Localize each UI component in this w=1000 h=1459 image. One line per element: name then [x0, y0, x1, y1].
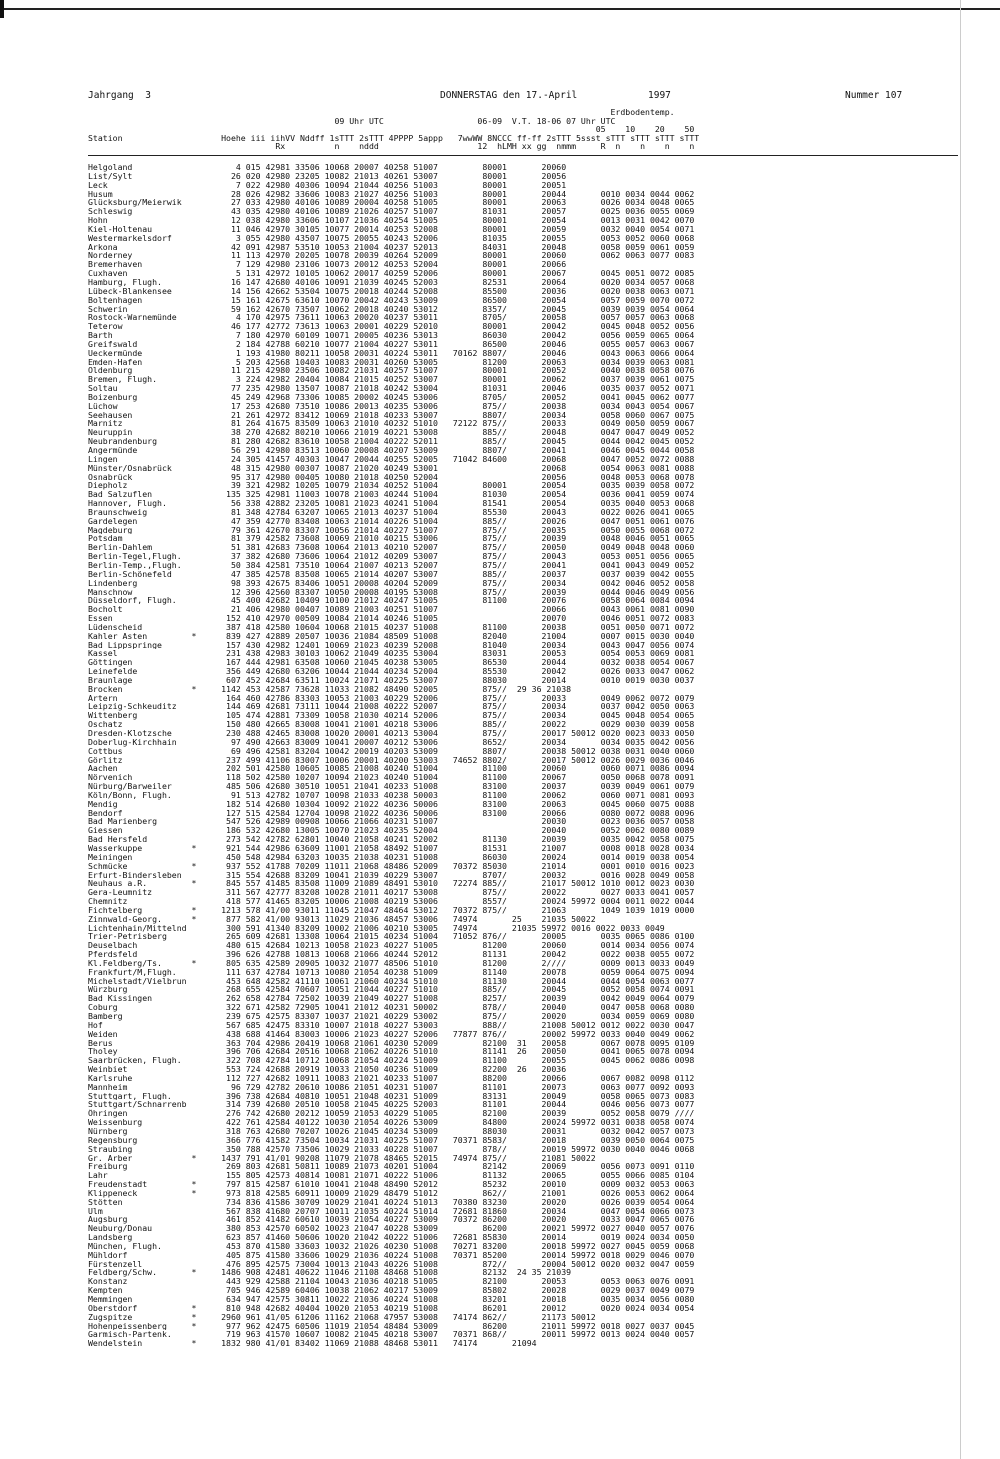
table-row: Berlin-Tegel,Flugh. 37 382 42680 73606 10064 21012 40209 53007 875// 20043 0053 0051 0056 0065: [88, 552, 695, 561]
table-row: Würzburg 268 655 42584 70607 10051 21044 40227 51010 885// 20045 0052 0058 0074 0091: [88, 985, 695, 995]
column-header-line: 09 Uhr UTC 06-09 V.T. 18-06 07 Uhr UTC: [88, 115, 616, 126]
table-row: Regensburg 366 776 41582 73504 10034 21031 40225 51007 70371 8583/ 20018 0039 0050 0064 0075: [88, 1135, 695, 1145]
table-row: Seehausen 21 261 42972 83412 10069 21018 40233 53007 8807/ 20034 0058 0060 0067 0075: [88, 410, 695, 420]
table-row: Giessen 186 532 42680 13005 10070 21023 40235 52004 20040 0052 0062 0080 0089: [88, 826, 695, 836]
table-row: Leck 7 022 42980 40306 10094 21044 40256 51003 80001 20051: [88, 180, 567, 190]
table-row: Klippeneck * 973 818 42585 60911 10009 21029 48479 51012 862// 21001 0026 0053 0062 0064: [88, 1188, 695, 1198]
table-row: Zugspitze * 2960 961 41/05 61206 11162 21068 47957 53008 74174 862// 21173 50012: [88, 1312, 596, 1322]
table-row: Stuttgart, Flugh. 396 738 42684 40810 10051 21048 40231 51009 83131 20049 0058 0065 0073 0083: [88, 1091, 695, 1101]
table-row: Braunlage 607 452 42684 63511 10024 21071 40225 53007 88030 20014 0010 0019 0030 0037: [88, 675, 695, 685]
header-rule: [88, 155, 958, 156]
table-row: Ueckermünde 1 193 41980 80211 10058 20031 40224 53011 70162 8807/ 20046 0043 0063 0066 0064: [88, 348, 695, 358]
table-row: Lingen 24 305 41457 40303 10047 20044 40255 52005 71042 84600 20068 0047 0052 0072 0088: [88, 454, 695, 464]
table-row: Emden-Hafen 5 203 42568 10403 10083 20031 40260 53005 81200 20063 0034 0039 0063 0081: [88, 357, 695, 367]
table-row: Hof 567 685 42475 83310 10007 21018 40227 53003 888// 21008 50012 0012 0022 0030 0047: [88, 1020, 695, 1030]
table-row: Rostock-Warnemünde 4 170 42975 73611 10063 20020 40237 53011 8705/ 20058 0057 0057 0063 0068: [88, 313, 695, 323]
table-row: Oberstdorf * 810 948 42682 40404 10020 21053 40219 51008 86201 20012 0020 0024 0034 0054: [88, 1303, 695, 1313]
table-row: Weinbiet 553 724 42688 20919 10033 21050 40236 51009 82200 26 20036: [88, 1065, 567, 1074]
table-row: Saarbrücken, Flugh. 322 708 42784 10712 10068 21054 40224 51009 81100 20055 0045 0062 0086 0098: [88, 1056, 695, 1066]
table-row: Dresden-Klotzsche 230 488 42465 83008 10020 20001 40213 53004 875// 20017 50012 0020 0023 0033 0050: [88, 729, 695, 738]
table-row: Hannover, Flugh. 56 338 42882 23205 10081 21023 40241 51004 81541 20054 0035 0040 0053 0068: [88, 499, 695, 508]
table-row: Neuhaus a.R. * 845 557 41485 83508 11009 21089 48491 53010 72274 885// 21017 50012 1010 0012 0023 0030: [88, 879, 695, 889]
table-row: Meiningen 450 548 42984 63203 10035 21038 40231 51008 86030 20024 0014 0019 0038 0054: [88, 852, 695, 862]
table-row: Angermünde 56 291 42980 83513 10060 20008 40207 53009 8807/ 20041 0046 0045 0044 0058: [88, 446, 695, 455]
table-row: Weiden 438 688 41464 83003 10006 21023 40227 52006 77877 876// 20002 59972 0033 0040 0049 0062: [88, 1029, 695, 1039]
table-row: Nörvenich 118 502 42580 10207 10094 21023 40240 51004 81100 20067 0050 0068 0078 0091: [88, 773, 695, 783]
table-row: Oschatz 150 480 42665 83008 10041 21001 40218 53006 885// 20022 0029 0030 0039 0058: [88, 720, 695, 729]
table-row: Mühldorf 405 875 41580 33606 10029 21036 40224 51008 70371 85200 20014 59972 0018 0029 0046 0070: [88, 1250, 695, 1260]
table-row: Marnitz 81 264 41675 83509 10063 21010 40232 51010 72122 875// 20033 0049 0050 0059 0067: [88, 419, 695, 429]
table-row: Ulm 567 838 41680 20707 10011 21035 40224 51014 72681 81860 20034 0047 0054 0066 0073: [88, 1206, 695, 1216]
table-row: Neuruppin 38 270 42682 80210 10066 21019 40221 53008 885// 20048 0047 0047 0049 0052: [88, 428, 695, 438]
table-row: Cuxhaven 5 131 42972 10105 10062 20017 40259 52006 80001 20067 0045 0051 0072 0085: [88, 269, 695, 278]
table-row: Stötten 734 836 41586 30709 10029 21041 40224 51013 70380 83230 20020 0026 0039 0054 0064: [88, 1197, 695, 1207]
table-row: Berus 363 704 42986 20419 10068 21061 40230 52009 82100 31 20058 0067 0078 0095 0109: [88, 1038, 695, 1048]
table-row: Soltau 77 235 42980 13507 10087 21018 40242 53004 81031 20046 0035 0037 0052 0071: [88, 384, 695, 393]
table-row: Weissenburg 422 761 42584 40122 10030 21054 40226 53009 84800 20024 59972 0031 0038 0058 0074: [88, 1118, 695, 1127]
table-row: Leipzig-Schkeuditz 144 469 42681 73111 10044 21008 40222 52007 875// 20034 0037 0042 0050 0063: [88, 702, 695, 712]
column-headers: [88, 108, 958, 151]
table-row: Gardelegen 47 359 42770 83408 10063 21014 40226 51004 885// 20026 0047 0051 0061 0076: [88, 516, 695, 526]
column-header-line: Station Hoehe iii iihVV Nddff 1sTTT 2sTTT 4PPPP 5appp 7wwWW 8NCCC ff-ff 2sTTT 5ssst sTTT sTTT sTTT sTTT: [88, 132, 700, 143]
table-row: Lübeck-Blankensee 14 156 42662 53504 10075 20018 40244 52008 85500 20036 0020 0038 0063 0071: [88, 286, 695, 296]
table-row: Kiel-Holtenau 11 046 42970 30105 10077 20014 40253 52008 80001 20059 0032 0040 0054 0071: [88, 224, 695, 234]
table-row: Freudenstadt * 797 815 42587 61010 10041 21048 48490 52012 85232 20010 0009 0032 0053 0063: [88, 1180, 695, 1189]
table-row: Chemnitz 418 577 41465 83205 10006 21008 40219 53006 8557/ 20024 59972 0004 0011 0022 0044: [88, 897, 695, 906]
table-row: Görlitz 237 499 41106 83007 10006 20001 40200 53003 74652 8802/ 20017 50012 0026 0029 0036 0046: [88, 755, 695, 765]
table-row: Norderney 11 113 42970 20205 10078 20039 40264 52009 80001 20060 0062 0063 0077 0083: [88, 251, 695, 261]
table-row: Bad Marienberg 547 526 42989 00908 10066 21066 40231 51007 20030 0023 0036 0057 0058: [88, 817, 695, 827]
table-row: Augsburg 461 852 41482 60610 10039 21054 40227 53009 70372 86200 20020 0033 0047 0065 0076: [88, 1215, 695, 1225]
table-row: Fichtelberg * 1213 578 41/00 93011 11045 21047 48464 53012 70372 875// 21063 1049 1039 1019 0000: [88, 905, 695, 915]
table-row: Cottbus 69 496 42581 83204 10042 20019 40203 53009 8807/ 20038 50012 0038 0031 0040 0060: [88, 746, 695, 756]
table-row: Boltenhagen 15 161 42675 63610 10070 20042 40243 53009 86500 20054 0057 0059 0070 0072: [88, 295, 695, 305]
table-row: Helgoland 4 015 42981 33506 10068 20007 40258 51007 80001 20060: [88, 163, 567, 172]
table-row: Zinnwald-Georg. * 877 582 41/00 93013 11029 21036 48457 53006 74974 25 21035 50022: [88, 914, 596, 924]
table-row: Teterow 46 177 42772 73613 10063 20001 40229 52010 80001 20042 0045 0048 0052 0056: [88, 322, 695, 332]
table-row: Schmücke * 937 552 41788 70209 11011 21068 48486 52009 70372 85030 21014 0001 0010 0016 0023: [88, 861, 695, 871]
table-row: Konstanz 443 929 42588 21104 10043 21036 40218 51005 82100 20053 0053 0063 0076 0091: [88, 1277, 695, 1287]
table-row: Kempten 705 946 42589 60406 10038 21062 40217 53009 85802 20028 0029 0037 0049 0079: [88, 1286, 695, 1295]
table-row: Karlsruhe 112 727 42682 10911 10083 21021 40233 51007 88200 20066 0067 0082 0098 0112: [88, 1073, 695, 1083]
table-row: Köln/Bonn, Flugh. 91 513 42782 10707 10098 21033 40238 50003 81100 20062 0060 0071 0081 0093: [88, 790, 695, 800]
table-row: Wasserkuppe * 921 544 42986 63609 11001 21058 48492 51007 81531 21007 0008 0018 0028 0034: [88, 843, 695, 853]
table-row: Schwerin 59 162 42670 73507 10062 20018 40240 53012 8357/ 20045 0039 0039 0054 0064: [88, 304, 695, 314]
table-row: Bremerhaven 7 129 42980 23106 10073 20012 40253 52004 80001 20066: [88, 260, 567, 270]
table-row: Göttingen 167 444 42981 63508 10060 21045 40238 53005 86530 20044 0032 0038 0054 0067: [88, 658, 695, 668]
table-row: Lüchow 17 253 42680 73510 10086 20013 40235 53006 875// 20038 0034 0043 0054 0067: [88, 401, 695, 411]
table-row: Manschnow 12 396 42560 83307 10050 20008 40195 53008 875// 20039 0044 0046 0049 0056: [88, 587, 695, 597]
table-row: Kl.Feldberg/Ts. * 805 635 42589 20905 10032 21077 48506 51010 81200 2//// 0009 0013 0033 0049: [88, 958, 695, 968]
table-row: Memmingen 634 947 42575 30811 10022 21036 40224 51008 83201 20018 0035 0034 0056 0080: [88, 1295, 695, 1304]
table-row: Bad Kissingen 262 658 42784 72502 10039 21049 40227 51008 8257/ 20039 0042 0049 0064 0079: [88, 994, 695, 1004]
table-row: List/Sylt 26 020 42980 23205 10082 21013 40261 53007 80001 20056: [88, 171, 567, 181]
table-row: Doberlug-Kirchhain 97 490 42663 83009 10041 20007 40212 53006 8652/ 20034 0034 0035 0042 0056: [88, 737, 695, 747]
table-row: Artern 164 460 42786 83303 10053 21003 40229 52006 875// 20033 0049 0062 0072 0079: [88, 693, 695, 703]
table-row: Frankfurt/M,Flugh. 111 637 42784 10713 10080 21054 40238 51009 81140 20078 0059 0064 0075 0094: [88, 967, 695, 977]
table-row: Garmisch-Partenk. 719 963 41570 10607 10082 21045 40218 53007 70371 868// 20011 59972 0013 0024 0040 0057: [88, 1330, 695, 1340]
table-row: Gera-Leumnitz 311 567 42777 83208 10028 21011 40217 53008 875// 20022 0027 0033 0041 0057: [88, 888, 695, 898]
table-row: Bamberg 239 675 42575 83307 10037 21021 40229 53002 875// 20020 0034 0059 0069 0080: [88, 1012, 695, 1021]
table-row: Schleswig 43 035 42980 40106 10089 21026 40257 51007 81031 20057 0025 0036 0055 0069: [88, 207, 695, 217]
table-row: Magdeburg 79 361 42670 83307 10056 21014 40227 51007 875// 20035 0050 0055 0068 0072: [88, 525, 695, 535]
table-row: Lahr 155 805 42573 40814 10081 21071 40222 51006 81132 20065 0055 0066 0085 0104: [88, 1171, 695, 1181]
issue-label: Jahrgang 3: [88, 90, 151, 101]
table-row: Fürstenzell 476 895 42575 73004 10013 21043 40226 51008 872// 20004 50012 0020 0032 0047 0059: [88, 1259, 695, 1269]
table-row: Deuselbach 480 615 42684 10213 10058 21023 40227 51005 81200 20060 0014 0034 0056 0074: [88, 941, 695, 951]
year-label: 1997: [648, 90, 671, 101]
table-row: Pferdsfeld 396 626 42788 10813 10068 21066 40244 52012 81131 20042 0022 0038 0055 0072: [88, 950, 695, 959]
left-edge-mark: [0, 0, 4, 18]
table-row: Erfurt-Bindersleben 315 554 42688 83209 10041 21039 40229 53007 8707/ 20032 0016 0028 0049 0058: [88, 870, 695, 880]
table-row: Michelstadt/Vielbrun 453 648 42582 41110 10061 21060 40234 51010 81130 20044 0044 0054 0063 0077: [88, 976, 695, 986]
table-row: Bad Hersfeld 273 542 42782 62801 10040 21058 40241 52002 81130 20039 0035 0042 0058 0075: [88, 835, 695, 844]
table-row: Nürburg/Barweiler 485 506 42680 30510 10051 21041 40233 51008 83100 20037 0039 0049 0061 0079: [88, 782, 695, 791]
table-row: Bad Salzuflen 135 325 42981 11003 10078 21003 40244 51004 81030 20054 0036 0041 0059 0074: [88, 490, 695, 500]
table-row: Kahler Asten * 839 427 42889 20507 10036 21084 48509 51008 82040 21004 0007 0015 0030 0040: [88, 631, 695, 641]
table-row: Trier-Petrisberg 265 609 42681 13308 10064 21015 40234 51004 71052 876// 20005 0035 0065 0086 0100: [88, 932, 695, 942]
table-row: Hohn 12 038 42980 33606 10107 21036 40254 51005 80001 20054 0013 0031 0042 0070: [88, 216, 695, 225]
table-row: Straubing 350 788 42570 73506 10029 21033 40228 51007 878// 20019 59972 0030 0040 0046 0068: [88, 1144, 695, 1154]
table-row: Mendig 182 514 42680 10304 10092 21022 40236 50006 83100 20063 0045 0060 0075 0088: [88, 799, 695, 809]
table-row: Gr. Arber * 1437 791 41/01 90208 11079 21078 48465 52015 74974 875// 21081 50022: [88, 1153, 596, 1163]
station-table: [88, 163, 958, 1348]
table-row: Boizenburg 45 249 42968 73306 10085 20002 40245 53006 8705/ 20052 0041 0045 0062 0077: [88, 392, 695, 402]
issue-number: Nummer 107: [845, 90, 903, 101]
table-row: Tholey 396 706 42684 20516 10068 21062 40226 51010 81141 26 20050 0041 0065 0078 0094: [88, 1047, 695, 1057]
table-row: Aachen 202 501 42580 10605 10085 21008 40240 51004 81100 20060 0060 0071 0086 0094: [88, 764, 695, 774]
table-row: Berlin-Dahlem 51 381 42683 73608 10064 21013 40210 52007 875// 20050 0049 0048 0048 0060: [88, 543, 695, 553]
table-row: Stuttgart/Schnarrenb 314 739 42680 20510 10058 21045 40225 52003 81101 20044 0046 0056 0073 0077: [88, 1100, 695, 1110]
table-row: Glücksburg/Meierwik 27 033 42980 40106 10089 20004 40258 51005 80001 20063 0026 0034 0048 0065: [88, 198, 695, 208]
table-row: Bocholt 21 406 42980 00407 10089 21003 40251 51007 20066 0043 0061 0081 0090: [88, 605, 695, 615]
table-row: Öhringen 276 742 42680 20212 10059 21053 40229 51005 82100 20039 0052 0058 0079 ////: [88, 1109, 695, 1119]
table-row: Essen 152 410 42970 00509 10084 21014 40246 51005 20070 0046 0051 0072 0083: [88, 614, 695, 623]
right-margin-rule: [960, 0, 961, 1459]
table-row: Landsberg 623 857 41460 50606 10020 21042 40222 51006 72681 85830 20014 0019 0024 0034 0050: [88, 1233, 695, 1242]
table-row: Kassel 231 438 42983 30103 10062 21049 40235 53004 83031 20053 0054 0053 0069 0081: [88, 649, 695, 659]
table-row: Nürnberg 318 763 42680 70207 10026 21045 40234 53009 88030 20031 0032 0042 0057 0073: [88, 1126, 695, 1136]
table-row: Diepholz 39 321 42982 10205 10079 21034 40252 51004 80001 20054 0035 0039 0058 0072: [88, 481, 695, 491]
table-row: Berlin-Temp.,Flugh. 50 384 42581 73510 10064 21007 40213 52007 875// 20041 0041 0043 0049 0052: [88, 560, 695, 570]
table-row: Feldberg/Schw. * 1486 908 42481 40622 11046 21108 48468 51008 82132 24 35 21039: [88, 1268, 572, 1278]
table-row: Brocken * 1142 453 42587 73628 11033 21082 48490 52005 875// 29 36 21038: [88, 684, 572, 694]
table-row: Neuburg/Donau 380 853 42570 60502 10023 21047 40228 53009 86200 20021 59972 0027 0040 0057 0076: [88, 1224, 695, 1234]
column-header-line: Erdbodentemp.: [88, 107, 675, 117]
table-row: Lüdenscheid 387 418 42580 10604 10068 21015 40237 51008 81100 20038 0051 0050 0071 0072: [88, 622, 695, 632]
table-row: Osnabrück 95 317 42980 00405 10080 21018 40250 52004 20056 0048 0053 0068 0078: [88, 472, 695, 482]
table-row: Barth 7 180 42970 60109 10071 20005 40236 53013 86030 20042 0056 0059 0065 0064: [88, 331, 695, 340]
table-row: Wendelstein * 1832 980 41/01 83402 11069 21088 48468 53011 74174 21094: [88, 1339, 537, 1349]
table-row: Düsseldorf, Flugh. 45 400 42682 10409 10100 21012 40247 51005 81100 20076 0058 0064 0084 0094: [88, 596, 695, 606]
table-row: München, Flugh. 453 870 41580 33603 10032 21026 40230 51008 70271 83200 20018 59972 0027 0045 0059 0068: [88, 1241, 695, 1251]
table-row: Bendorf 127 515 42584 12704 10098 21022 40236 50006 83100 20066 0080 0072 0088 0096: [88, 808, 695, 818]
table-row: Greifswald 2 184 42788 60210 10077 21004 40227 53011 86500 20046 0055 0057 0063 0067: [88, 339, 695, 349]
table-row: Hamburg, Flugh. 16 147 42680 40106 10091 21039 40245 52003 82531 20064 0020 0034 0057 0068: [88, 277, 695, 287]
table-row: Bad Lippspringe 157 430 42982 12401 10069 21023 40239 52008 81040 20034 0043 0047 0056 0074: [88, 640, 695, 650]
table-row: Neubrandenburg 81 280 42682 83610 10058 21004 40222 52011 885// 20045 0044 0042 0045 0052: [88, 437, 695, 446]
table-row: Westermarkelsdorf 3 055 42980 43507 10075 20055 40243 52006 81035 20055 0053 0052 0060 0068: [88, 233, 695, 243]
column-header-line: 05 10 20 50: [88, 124, 695, 135]
table-row: Coburg 322 671 42582 72905 10041 21012 40231 50002 878// 20040 0047 0058 0068 0080: [88, 1003, 695, 1012]
date-label: DONNERSTAG den 17.-April: [440, 90, 578, 101]
table-row: Lindenberg 98 393 42675 83406 10051 20008 40204 52009 875// 20034 0042 0046 0052 0058: [88, 578, 695, 588]
column-header-line: Rx n nddd 12 hLMH xx gg nmmm R n n n n: [88, 141, 695, 152]
top-rule: [0, 0, 1000, 10]
table-row: Lichtenhain/Mittelnd 300 591 41340 83209 10002 21006 40210 53005 74974 21035 59972 0016 0022 0033 0049: [88, 923, 665, 933]
table-row: Bremen, Flugh. 3 224 42982 20404 10084 21015 40252 53007 80001 20062 0037 0039 0061 0075: [88, 375, 695, 385]
table-row: Hohenpeissenberg * 977 962 42475 60506 11019 21054 48484 53009 86200 21011 59972 0018 0027 0037 0045: [88, 1321, 695, 1331]
page-header: [0, 90, 1000, 104]
table-row: Braunschweig 81 348 42784 63207 10065 21013 40237 51004 85530 20043 0022 0026 0041 0065: [88, 507, 695, 517]
table-row: Münster/Osnabrück 48 315 42980 00307 10087 21020 40249 53001 20068 0054 0063 0081 0088: [88, 463, 695, 473]
table-row: Mannheim 96 729 42782 20610 10086 21051 40231 51007 81101 20073 0063 0077 0092 0093: [88, 1082, 695, 1092]
table-row: Husum 28 026 42982 33606 10083 21027 40256 51003 80001 20044 0010 0034 0044 0062: [88, 189, 695, 199]
table-row: Oldenburg 11 215 42980 23506 10082 21031 40257 51007 80001 20052 0040 0038 0058 0076: [88, 366, 695, 376]
table-row: Wittenberg 105 474 42881 73309 10058 21030 40214 52006 875// 20034 0045 0048 0054 0065: [88, 711, 695, 721]
table-row: Arkona 42 091 42987 53510 10053 21004 40237 52013 84031 20048 0058 0059 0061 0059: [88, 242, 695, 252]
table-row: Potsdam 81 379 42582 73608 10069 21010 40215 53006 875// 20039 0048 0046 0051 0065: [88, 534, 695, 544]
table-row: Freiburg 269 803 42681 50811 10089 21073 40201 51004 82142 20069 0056 0073 0091 0110: [88, 1162, 695, 1172]
table-row: Berlin-Schönefeld 47 385 42578 83508 10065 21014 40207 53007 885// 20037 0037 0039 0042 0055: [88, 569, 695, 579]
table-row: Leinefelde 356 449 42680 63206 10044 21044 40234 52004 85530 20042 0026 0033 0047 0062: [88, 667, 695, 676]
